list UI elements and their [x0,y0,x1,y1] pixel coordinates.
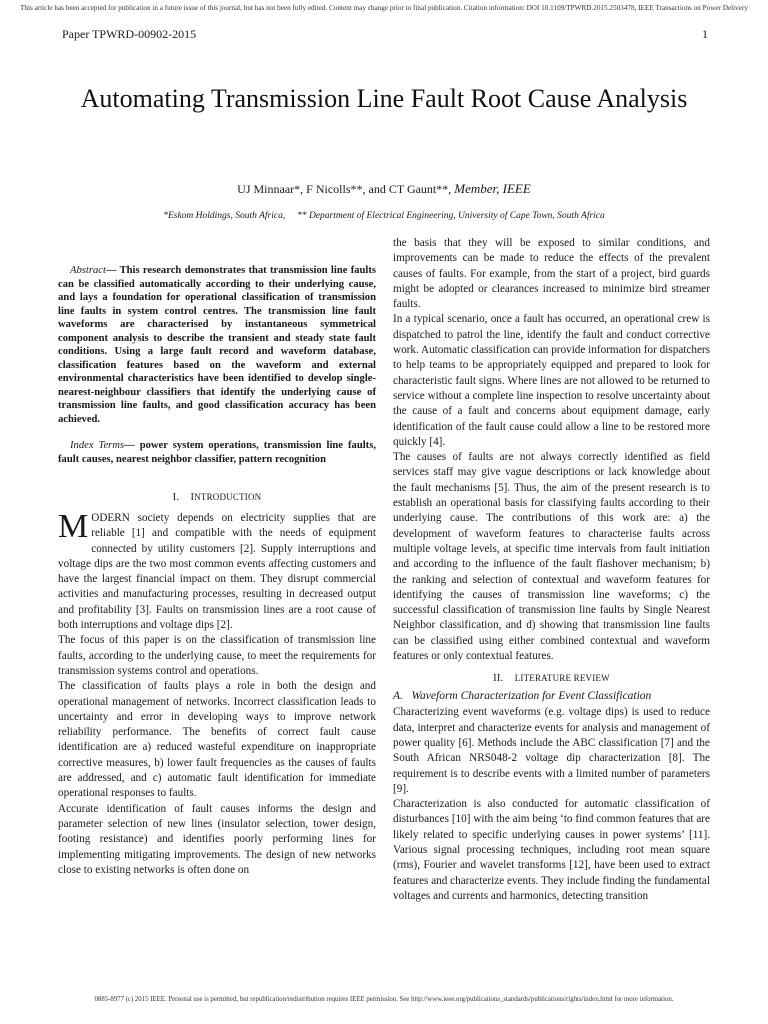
author-names: UJ Minnaar*, F Nicolls**, and CT Gaunt**, [237,182,455,196]
section-title-rest: NTRODUCTION [194,492,262,502]
drop-cap-word: ODERN [91,512,130,524]
index-terms-label: Index Terms [70,440,125,451]
publication-notice: This article has been accepted for publication in a future issue of this journal, but has not been fully edited. Content may change prior to final publication. Citation information: DOI 10.1109/TPWRD.2015.2503478, IEEE Transactions on Power Delivery [20,4,748,12]
section-heading-literature-review [393,673,710,684]
left-column [58,264,376,878]
author-list [60,181,708,197]
right-column [393,236,710,904]
affiliation-eskom: *Eskom Holdings, South Africa, [163,211,286,221]
affiliations [60,211,708,221]
drop-cap: M [58,508,89,545]
lit-paragraph-2: Characterization is also conducted for automatic classification of disturbances [10] with the aim being ‘to find common features that are likely related to specific underlying causes in power systems’ [11]. Various signal processing techniques, including root mean square (rms), Fourier and wavelet transforms [12], have been used to extract features and characterize events. They include finding the fundamental voltages and currents and harmonics, detecting transition [393,798,710,902]
affiliation-uct: ** Department of Electrical Engineering, University of Cape Town, South Africa [297,211,605,221]
abstract-text: — This research demonstrates that transmission line faults can be classified automatically according to their underlying cause, and lays a foundation for operational classification of transmission line faults in system control centres. The transmission line fault waveforms are characterised by instantaneous symmetrical component analysis to describe the transient and steady state fault conditions. Using a large fault record and waveform database, classification features based on the waveform and external environmental characteristics have been identified to develop single-nearest-neighbour classifiers that identify the underlying cause of transmission line faults, and good classification accuracy has been achieved. [58,265,376,425]
abstract-label: Abstract [70,265,106,276]
section-title-initial: I [190,492,195,503]
author-membership: Member, IEEE [454,181,531,196]
paper-title: Automating Transmission Line Fault Root Cause Analysis [80,84,688,113]
intro-paragraph-7: The causes of faults are not always correctly identified as field services staff may give vague descriptions or lack knowledge about the fault mechanisms [5]. Thus, the aim of the present research is to establish an operational basis for classifying faults according to their underlying cause. The contributions of this work are: a) the development of waveform features to characterise faults across multiple voltage levels, at specific time intervals from fault initiation and according to the influence of the fault flashover mechanism; b) the ranking and selection of contextual and waveform features for identifying the causes of transmission line waveforms; c) the successful classification of transmission line faults by Single Nearest Neighbor classification, and d) showing that transmission line faults can be classified using either combined contextual and waveform features or only contextual features. [393,451,710,663]
section-numeral: I. [172,492,180,503]
intro-paragraph-4: Accurate identification of fault causes informs the design and parameter selection of new lines (insulator selection, tower design, footing resistance) and identifies poorly performing lines for implementing mitigating improvements. The design of new networks close to existing networks is often done on [58,802,376,876]
index-terms [58,439,376,466]
page-number: 1 [702,27,708,41]
intro-paragraph-5: the basis that they will be exposed to similar conditions, and improvements can be made to reduce the effects of the prevalent causes of faults. For example, from the start of a project, bird guards might be adopted or clearances increased to minimize bird streamer faults. [393,237,710,311]
intro-paragraph-3: The classification of faults plays a role in both the design and operational management of networks. Incorrect classification leads to uncertainty and error in developing ways to improve network reliability performance. The benefits of correct fault cause identification are a) reduced wasteful expenditure on inappropriate corrective measures, b) lower fault frequencies as the causes of faults are addressed, and c) automatic fault identification for immediate operational responses to faults. [58,680,376,800]
abstract [58,264,376,426]
index-terms-text: — power system operations, transmission line faults, fault causes, nearest neighbor classifier, pattern recognition [58,440,376,465]
intro-paragraph-6: In a typical scenario, once a fault has occurred, an operational crew is dispatched to patrol the line, identify the fault and conduct corrective work. Automatic classification can provide information for dispatchers to help teams to be appropriately equipped and prepared to look for characteristic fault signs. Where lines are not allowed to be returned to service without a complete line inspection to resolve uncertainty about the cause of a fault and concerns about equipment damage, early identification of the fault cause could allow a line to be restored more quickly [4]. [393,313,710,448]
intro-paragraph-1 [58,508,376,633]
intro-paragraph-1-text: society depends on electricity supplies that are reliable [1] and compatible with the needs of equipment connected by utility customers [2]. Supply interruptions and voltage dips are the two most common events affecting customers and have the largest financial impact on them. They disrupt commercial activities and manufacturing processes, resulting in decreased output and profitability [3]. Faults on transmission lines are a root cause of both interruptions and voltage dips [2]. [58,512,376,632]
section-numeral: II. [493,673,504,685]
copyright-footer: 0885-8977 (c) 2015 IEEE. Personal use is permitted, but republication/redistribution requires IEEE permission. See http://www.ieee.org/publications_standards/publications/rights/index.html for more information. [94,996,674,1003]
intro-paragraph-2: The focus of this paper is on the classification of transmission line faults, according to the underlying cause, to meet the requirements for transmission systems control and operations. [58,634,376,677]
subsection-heading: A. Waveform Characterization for Event Classification [393,690,652,703]
lit-paragraph-1: Characterizing event waveforms (e.g. voltage dips) is used to reduce data, interpret and characterize events for analysis and management of power quality [6]. Methods include the ABC classification [7] and the South African NRS048-2 voltage dip characterization [8]. The requirement is to describe events with a limited number of parameters [9]. [393,706,710,795]
paper-id: Paper TPWRD-00902-2015 [62,27,197,41]
section-title: LITERATURE REVIEW [514,673,610,684]
section-heading-introduction [58,492,376,503]
